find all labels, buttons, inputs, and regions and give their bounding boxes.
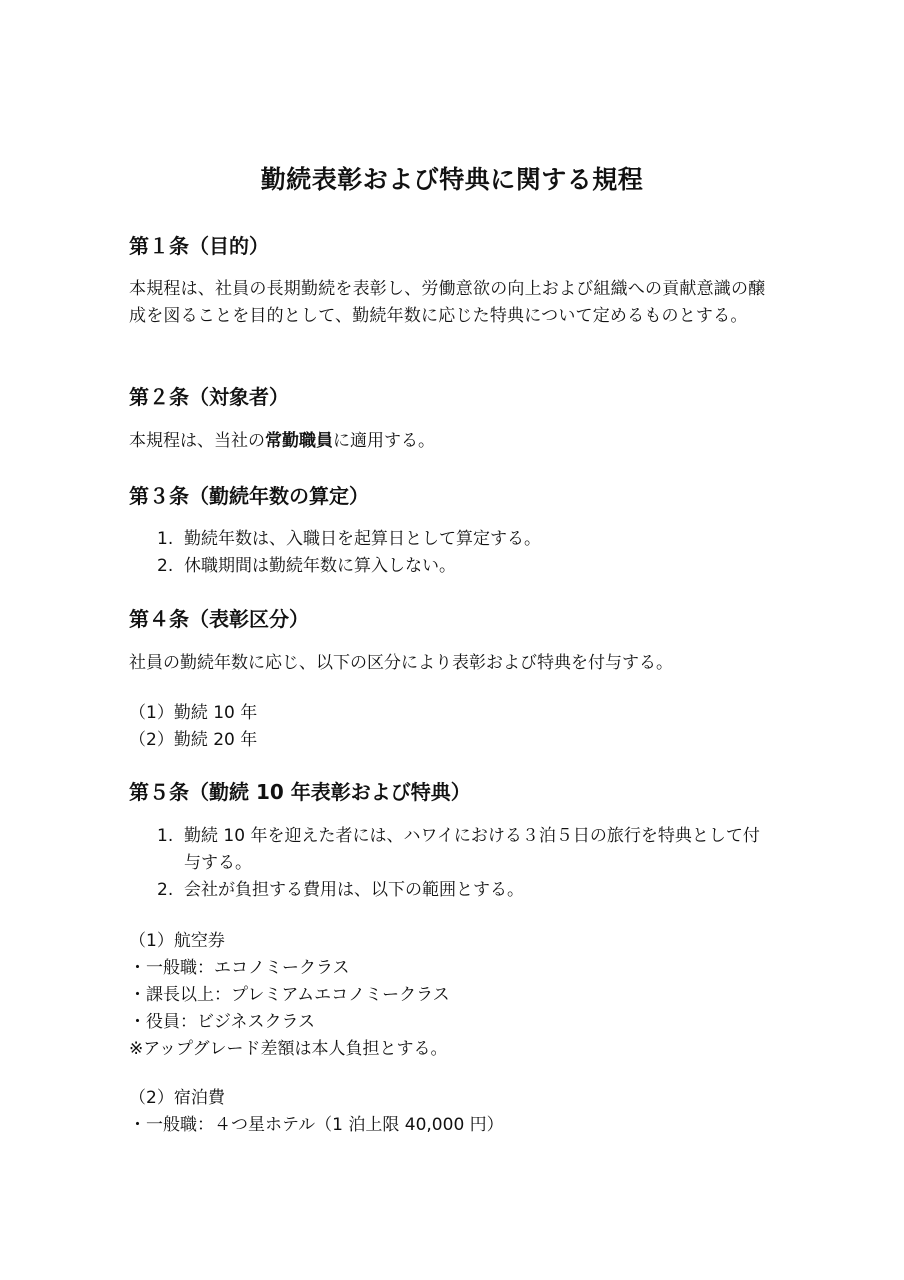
article-4-category: （1）勤続 10 年: [129, 703, 258, 723]
lodging-label: （2）宿泊費: [129, 1088, 225, 1108]
airfare-line: ・課長以上：プレミアムエコノミークラス: [129, 985, 450, 1005]
article-3-item: [157, 553, 767, 580]
article-1-body: 本規程は、社員の長期勤続を表彰し、労働意欲の向上および組織への貢献意識の醸成を図ることを目的として、勤続年数に応じた特典について定めるものとする。: [129, 279, 766, 326]
article-3-heading: 第３条（勤続年数の算定）: [129, 484, 369, 508]
list-text: 休職期間は勤続年数に算入しない。: [184, 556, 456, 576]
article-3-item: [157, 526, 767, 553]
list-number: 2.: [157, 880, 174, 900]
article-4-heading: 第４条（表彰区分）: [129, 607, 309, 631]
article-1-heading: 第１条（目的）: [129, 234, 269, 258]
article-5-item: [157, 823, 767, 877]
article-2-body-emphasis: 常勤職員: [265, 431, 333, 451]
lodging-line: ・一般職：４つ星ホテル（1 泊上限 40,000 円）: [129, 1115, 504, 1135]
airfare-line: ・一般職：エコノミークラス: [129, 958, 350, 978]
article-4-category: （2）勤続 20 年: [129, 730, 258, 750]
article-2-body-pre: 本規程は、当社の: [129, 431, 265, 451]
airfare-line: ・役員：ビジネスクラス: [129, 1012, 315, 1032]
list-text: 勤続 10 年を迎えた者には、ハワイにおける３泊５日の旅行を特典として付与する。: [184, 826, 760, 873]
list-number: 1.: [157, 529, 174, 549]
list-text: 勤続年数は、入職日を起算日として算定する。: [184, 529, 541, 549]
document-title: 勤続表彰および特典に関する規程: [260, 165, 644, 194]
list-text: 会社が負担する費用は、以下の範囲とする。: [184, 880, 524, 900]
list-number: 2.: [157, 556, 174, 576]
list-number: 1.: [157, 826, 174, 846]
airfare-label: （1）航空券: [129, 931, 225, 951]
article-2-heading: 第２条（対象者）: [129, 385, 289, 409]
article-5-item: [157, 877, 767, 904]
article-2-body: [129, 428, 435, 455]
article-4-intro: 社員の勤続年数に応じ、以下の区分により表彰および特典を付与する。: [129, 653, 673, 673]
article-5-heading: 第５条（勤続 10 年表彰および特典）: [129, 780, 471, 804]
airfare-note: ※アップグレード差額は本人負担とする。: [129, 1039, 448, 1059]
article-2-body-post: に適用する。: [333, 431, 435, 451]
